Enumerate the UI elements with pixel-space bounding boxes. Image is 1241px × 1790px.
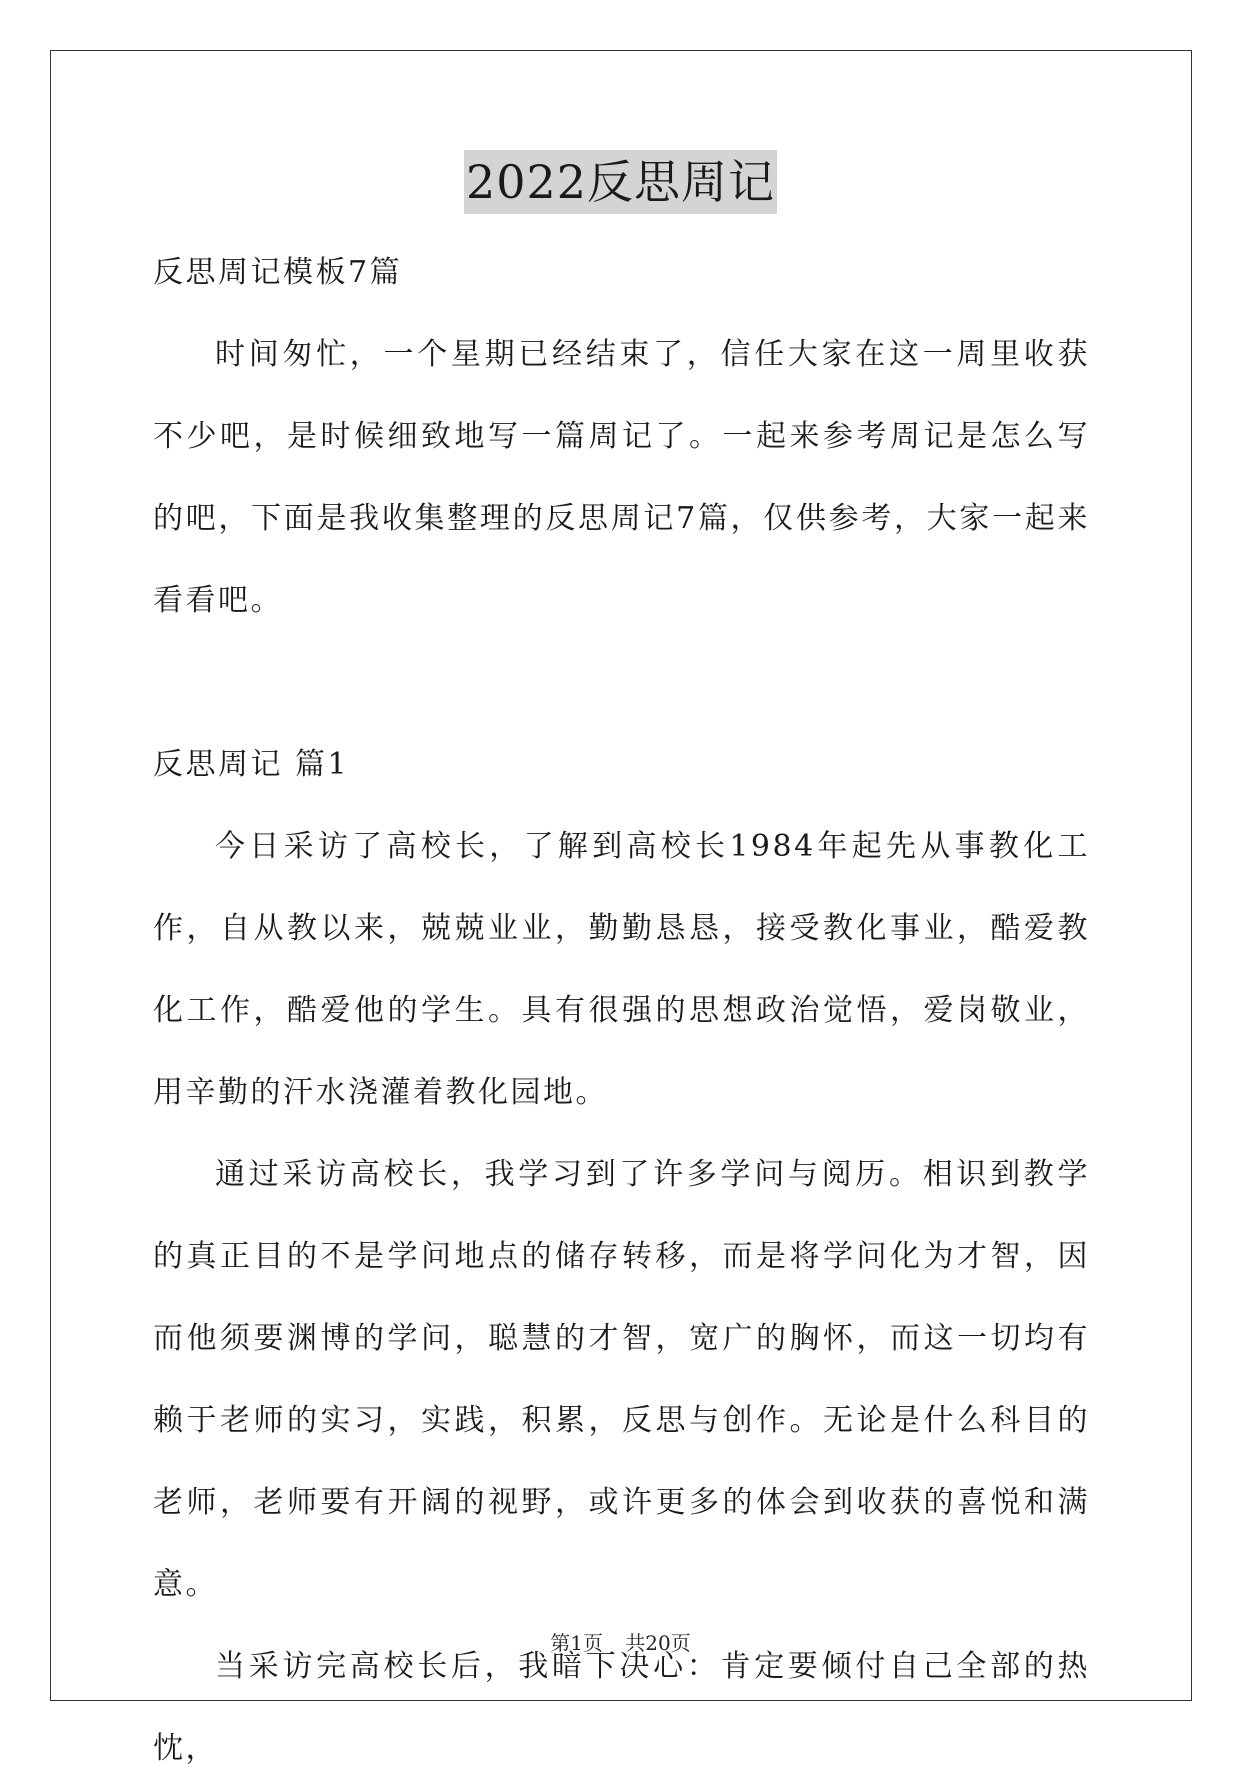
subtitle: 反思周记模板7篇: [153, 255, 403, 290]
body-paragraph-1: 今日采访了高校长，了解到高校长1984年起先从事教化工作，自从教以来，兢兢业业，勤勤恳恳，接受教化事业，酷爱教化工作，酷爱他的学生。具有很强的思想政治觉悟，爱岗敬业，用辛勤的汗水浇灌着教化园地。: [153, 829, 1090, 1110]
intro-paragraph: 时间匆忙，一个星期已经结束了，信任大家在这一周里收获不少吧，是时候细致地写一篇周记了。一起来参考周记是怎么写的吧，下面是我收集整理的反思周记7篇，仅供参考，大家一起来看看吧。: [153, 337, 1090, 618]
body-paragraph-2: 通过采访高校长，我学习到了许多学问与阅历。相识到教学的真正目的不是学问地点的储存转移，而是将学问化为才智，因而他须要渊博的学问，聪慧的才智，宽广的胸怀，而这一切均有赖于老师的实习，实践，积累，反思与创作。无论是什么科目的老师，老师要有开阔的视野，或许更多的体会到收获的喜悦和满意。: [153, 1157, 1090, 1602]
body-paragraph-3: 当采访完高校长后，我暗下决心：肯定要倾付自己全部的热忱，: [153, 1649, 1090, 1766]
document-title: 2022反思周记: [464, 150, 777, 214]
section-gap: [153, 642, 1090, 724]
page-footer: [0, 1627, 1241, 1656]
page-number-current: 第1页: [550, 1631, 603, 1655]
document-body: [153, 232, 1090, 1790]
section-heading: 反思周记 篇1: [153, 747, 350, 782]
title-container: [0, 150, 1241, 214]
page-number-total: 共20页: [625, 1631, 691, 1655]
